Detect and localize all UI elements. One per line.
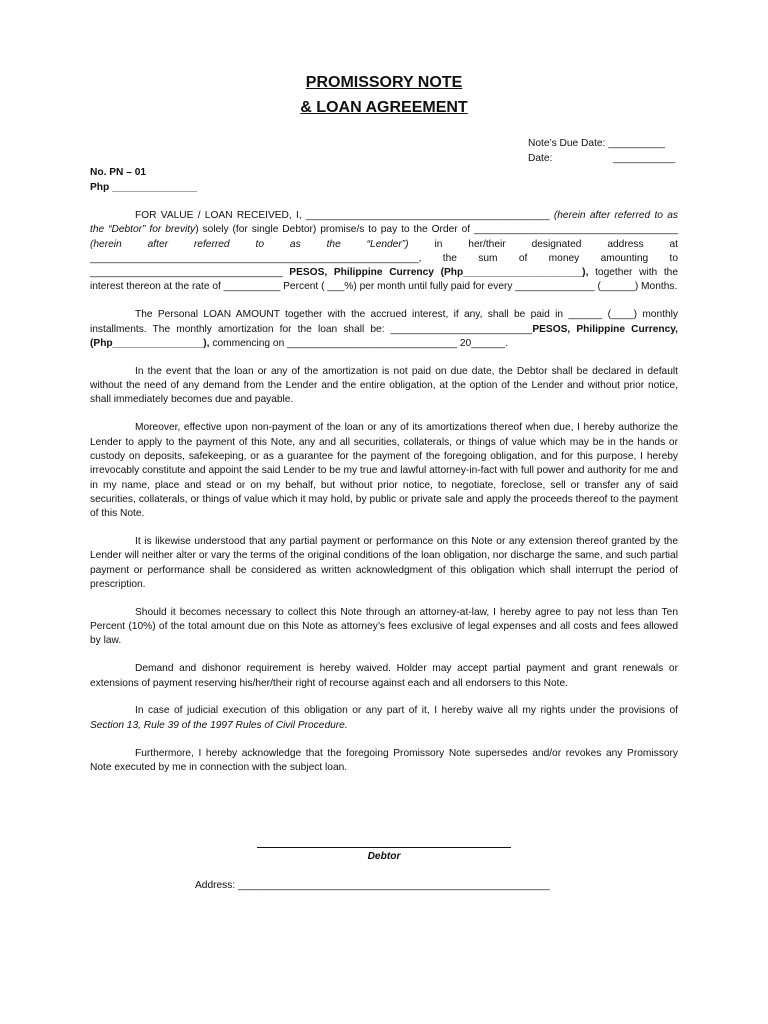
paragraph-authorization: Moreover, effective upon non-payment of the loan or any of its amortizations thereof when due, I hereby authorize the Lender to apply to the payment of this Note, any and all securities, collaterals, or things of value which may be in the hands or custody on deposits, safekeeping, or as a guarantee for the payment of the foregoing obligation, and for this purpose, I hereby irrevocably constitute and appoint the said Lender to be my true and lawful attorney-in-fact with full power and authority for me and in my name, place and stead or on my behalf, but without prior notice, to negotiate, foreclose, sell or transfer any of said securities, collaterals, or things of value which it may hold, by public or private sale and apply the proceeds thereof to the payment of this Note. (90, 422, 678, 520)
due-date-field: Note’s Due Date: __________ (528, 138, 665, 149)
p1-text-c: ) solely (for single Debtor) promise/s to pay to the Order of ____________________________________ (195, 224, 678, 236)
paragraph-demand-waiver: Demand and dishonor requirement is hereby waived. Holder may accept partial payment and grant renewals or extensions of payment reserving his/her/their right of recourse against each and all endorsers to this Note. (90, 663, 678, 689)
document-title-line2: & LOAN AGREEMENT (300, 99, 468, 116)
p1-text-a: FOR VALUE / LOAN RECEIVED, I, ___________________________________________ (135, 210, 554, 221)
p1-currency: PESOS, Philippine Currency (Php_____________________), (289, 267, 589, 279)
p1-lender-def: (herein after referred to as the “Lender”) (90, 238, 409, 250)
debtor-label: Debtor (367, 851, 401, 862)
php-amount-field: Php _______________ (90, 182, 198, 193)
paragraph-judicial-execution (90, 704, 678, 733)
paragraph-default: In the event that the loan or any of the amortization is not paid on due date, the Debtor shall be declared in default without the need of any demand from the Lender and the entire obligation, at the option of the Lender and without prior notice, shall immediately becomes due and payable. (90, 365, 678, 406)
document-title-line1: PROMISSORY NOTE (305, 74, 463, 91)
paragraph-loan-received (90, 209, 678, 295)
p1-text-e: in her/their designated address at __________________________________________________________, the sum of money amounting to __________________________________ (90, 238, 678, 279)
paragraph-supersedes: Furthermore, I hereby acknowledge that the foregoing Promissory Note supersedes and/or revokes any Promissory Note executed by me in connection with the subject loan. (90, 747, 678, 773)
signature-line (257, 847, 511, 848)
p1-debtor-def: (herein after referred to as the “Debtor” for brevity (90, 210, 678, 236)
p2-currency: PESOS, Philippine Currency, (Php________________), (90, 323, 678, 349)
paragraph-partial-payment: It is likewise understood that any partial payment or performance on this Note or any extension thereof granted by the Lender will neither alter or vary the terms of the original conditions of the loan obligation, nor discharge the same, and such partial payment or performance shall be considered as written acknowledgment of this obligation which shall interrupt the period of prescription. (90, 536, 678, 590)
p8-text-a: In case of judicial execution of this obligation or any part of it, I hereby waive all my rights under the provisions of (135, 705, 678, 717)
paragraph-loan-amount (90, 308, 678, 351)
p8-rule-reference: Section 13, Rule 39 of the 1997 Rules of Civil Procedure. (90, 719, 348, 731)
address-field: Address: _______________________________________________________ (195, 880, 550, 891)
document-body (90, 209, 678, 789)
note-number: No. PN – 01 (90, 167, 147, 178)
p2-text-a: The Personal LOAN AMOUNT together with the accrued interest, if any, shall be paid in ______ (____) monthly installments. The monthly amortization for the loan shall be: _________________________ (90, 309, 678, 335)
paragraph-attorney-fees: Should it becomes necessary to collect this Note through an attorney-at-law, I hereby agree to pay not less than Ten Percent (10%) of the total amount due on this Note as attorney’s fees exclusive of legal expenses and all costs and fees allowed by law. (90, 606, 678, 647)
date-field: ___________ (613, 153, 676, 164)
p2-text-c: commencing on ______________________________ 20______. (209, 337, 509, 349)
p1-text-g: together with the interest thereon at the rate of __________ Percent ( ___%) per month until fully paid for every ______________ (______) Months. (90, 267, 679, 293)
date-label: Date: (528, 153, 553, 164)
